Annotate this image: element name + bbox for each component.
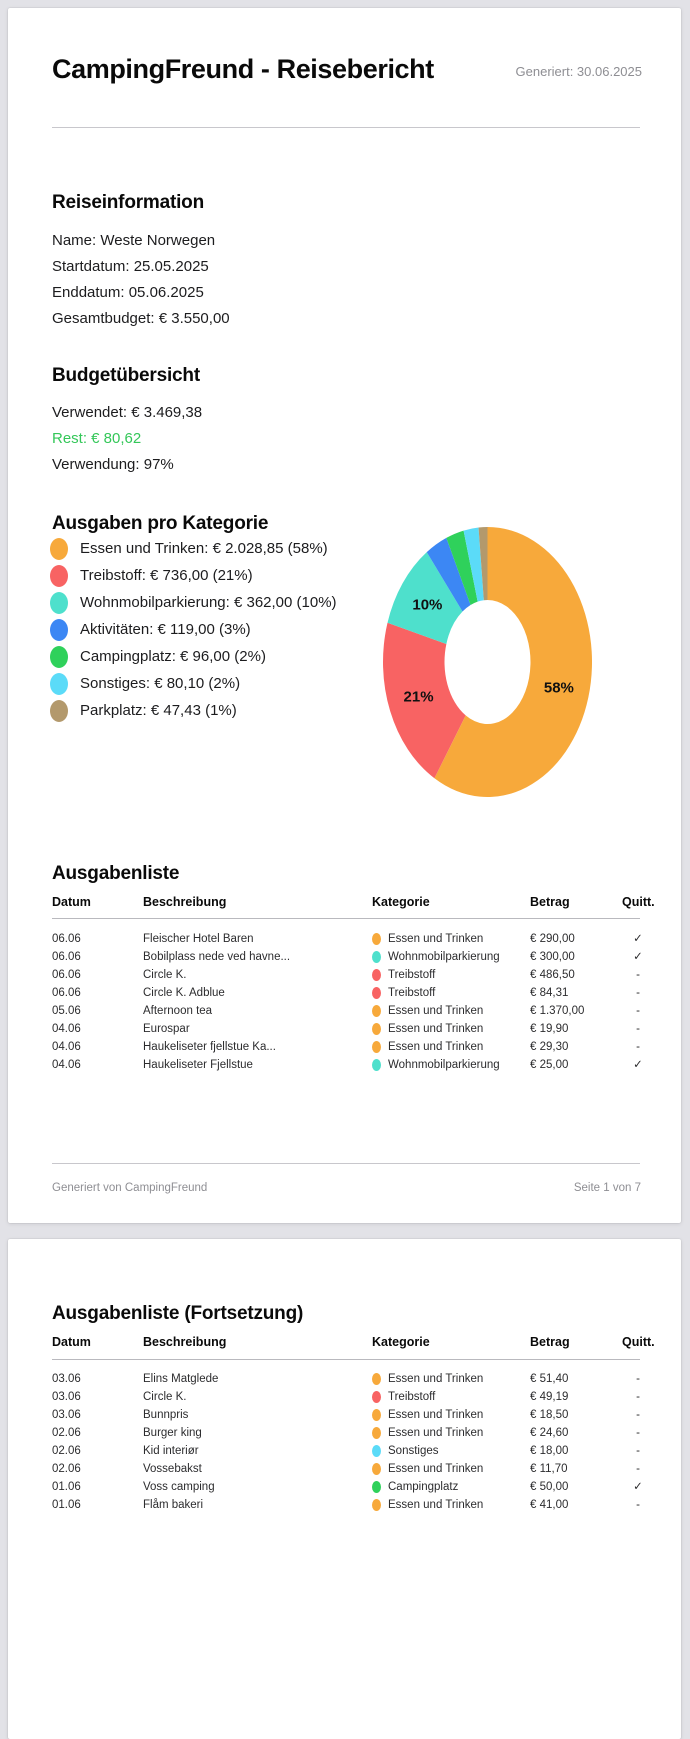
legend-label: Essen und Trinken: € 2.028,85 (58%): [80, 540, 328, 557]
table-row: [8, 1406, 681, 1424]
category-color-dot-icon: [372, 1409, 381, 1421]
categories-heading: Ausgaben pro Kategorie: [52, 513, 269, 534]
trip-end-line: Enddatum: 05.06.2025: [52, 284, 204, 301]
footer-divider: [52, 1163, 640, 1164]
report-title: CampingFreund - Reisebericht: [52, 54, 434, 84]
category-color-dot-icon: [372, 933, 381, 945]
cell-amount: € 29,30: [530, 1041, 569, 1053]
col-beschreibung: Beschreibung: [143, 895, 227, 909]
cell-description: Burger king: [143, 1427, 202, 1439]
table-header-divider: [52, 918, 640, 919]
cell-amount: € 25,00: [530, 1059, 569, 1071]
table-row: [8, 1478, 681, 1496]
donut-slice-label: 58%: [543, 679, 574, 697]
legend-item: [50, 562, 337, 589]
category-legend: [50, 535, 337, 724]
cell-date: 04.06: [52, 1023, 81, 1035]
cell-description: Kid interiør: [143, 1445, 199, 1457]
cell-category: [372, 1388, 435, 1406]
cell-category: [372, 1442, 439, 1460]
cell-category: [372, 1002, 483, 1020]
category-label: Essen und Trinken: [388, 1023, 484, 1035]
category-color-dot-icon: [372, 1463, 381, 1475]
legend-color-dot-icon: [50, 538, 68, 560]
category-color-dot-icon: [372, 1427, 381, 1439]
cell-description: Fleischer Hotel Baren: [143, 933, 254, 945]
table-row: [8, 1038, 681, 1056]
footer-page-number: Seite 1 von 7: [573, 1182, 641, 1194]
report-page-1: [8, 8, 681, 1223]
cell-receipt-mark: -: [636, 1463, 640, 1475]
cell-date: 02.06: [52, 1445, 81, 1457]
legend-label: Parkplatz: € 47,43 (1%): [80, 702, 237, 719]
category-color-dot-icon: [372, 969, 381, 981]
col-datum: Datum: [52, 1335, 91, 1349]
col-betrag: Betrag: [530, 895, 570, 909]
legend-color-dot-icon: [50, 673, 68, 695]
category-label: Essen und Trinken: [388, 1427, 484, 1439]
cell-date: 06.06: [52, 933, 81, 945]
category-label: Sonstiges: [388, 1445, 439, 1457]
category-label: Campingplatz: [388, 1481, 459, 1493]
cell-category: [372, 1020, 483, 1038]
category-color-dot-icon: [372, 1481, 381, 1493]
cell-amount: € 18,50: [530, 1409, 569, 1421]
cell-description: Eurospar: [143, 1023, 190, 1035]
cell-amount: € 51,40: [530, 1373, 569, 1385]
cell-date: 06.06: [52, 951, 81, 963]
cell-date: 06.06: [52, 969, 81, 981]
cell-date: 03.06: [52, 1409, 81, 1421]
trip-budget-line: Gesamtbudget: € 3.550,00: [52, 310, 230, 327]
cell-receipt-mark: -: [636, 1041, 640, 1053]
legend-item: [50, 670, 337, 697]
cell-date: 03.06: [52, 1391, 81, 1403]
cell-receipt-mark: -: [636, 1005, 640, 1017]
header-divider: [52, 127, 640, 128]
category-color-dot-icon: [372, 1023, 381, 1035]
cell-amount: € 84,31: [530, 987, 569, 999]
cell-receipt-mark: -: [636, 969, 640, 981]
table-row: [8, 1424, 681, 1442]
cell-category: [372, 1056, 500, 1074]
cell-date: 04.06: [52, 1059, 81, 1071]
cell-amount: € 1.370,00: [530, 1005, 585, 1017]
category-label: Essen und Trinken: [388, 1041, 484, 1053]
cell-amount: € 41,00: [530, 1499, 569, 1511]
cell-description: Circle K.: [143, 1391, 187, 1403]
category-color-dot-icon: [372, 951, 381, 963]
cell-receipt-mark: -: [636, 1445, 640, 1457]
category-label: Essen und Trinken: [388, 1409, 484, 1421]
trip-info-heading: Reiseinformation: [52, 192, 204, 213]
cell-category: [372, 1038, 483, 1056]
cell-receipt-mark: ✓: [633, 1059, 643, 1071]
cell-receipt-mark: ✓: [633, 933, 643, 945]
legend-color-dot-icon: [50, 700, 68, 722]
donut-slice-label: 21%: [403, 688, 434, 706]
category-color-dot-icon: [372, 1373, 381, 1385]
trip-info-lines: [52, 228, 230, 332]
table-row: [8, 1056, 681, 1074]
legend-color-dot-icon: [50, 646, 68, 668]
category-label: Wohnmobilparkierung: [388, 951, 500, 963]
cell-amount: € 18,00: [530, 1445, 569, 1457]
cell-description: Vossebakst: [143, 1463, 202, 1475]
cell-category: [372, 930, 483, 948]
donut-chart-labels: [383, 527, 592, 797]
expense-list-continued-heading: Ausgabenliste (Fortsetzung): [52, 1303, 304, 1324]
cell-amount: € 50,00: [530, 1481, 569, 1493]
table-row: [8, 1442, 681, 1460]
col-betrag: Betrag: [530, 1335, 570, 1349]
category-label: Essen und Trinken: [388, 933, 484, 945]
cell-date: 04.06: [52, 1041, 81, 1053]
table-row: [8, 1496, 681, 1514]
cell-amount: € 300,00: [530, 951, 575, 963]
budget-rest-line: Rest: € 80,62: [52, 430, 142, 447]
cell-date: 01.06: [52, 1499, 81, 1511]
table-row: [8, 1002, 681, 1020]
legend-color-dot-icon: [50, 592, 68, 614]
col-quitt: Quitt.: [622, 1335, 655, 1349]
footer-left: Generiert von CampingFreund: [52, 1182, 208, 1194]
cell-date: 01.06: [52, 1481, 81, 1493]
category-color-dot-icon: [372, 1005, 381, 1017]
legend-label: Aktivitäten: € 119,00 (3%): [80, 621, 251, 638]
cell-category: [372, 1460, 483, 1478]
cell-description: Elins Matglede: [143, 1373, 219, 1385]
legend-color-dot-icon: [50, 619, 68, 641]
cell-amount: € 49,19: [530, 1391, 569, 1403]
cell-category: [372, 1478, 458, 1496]
category-label: Essen und Trinken: [388, 1005, 484, 1017]
table-row: [8, 930, 681, 948]
cell-category: [372, 1496, 483, 1514]
category-color-dot-icon: [372, 1041, 381, 1053]
cell-receipt-mark: -: [636, 1391, 640, 1403]
cell-receipt-mark: -: [636, 987, 640, 999]
cell-category: [372, 1406, 483, 1424]
cell-date: 02.06: [52, 1427, 81, 1439]
cell-date: 03.06: [52, 1373, 81, 1385]
cell-description: Haukeliseter fjellstue Ka...: [143, 1041, 276, 1053]
cell-receipt-mark: ✓: [633, 1481, 643, 1493]
table-header-row: [8, 1333, 681, 1351]
table-row: [8, 966, 681, 984]
table-header-divider: [52, 1359, 640, 1360]
cell-receipt-mark: -: [636, 1023, 640, 1035]
table-row: [8, 1020, 681, 1038]
cell-date: 02.06: [52, 1463, 81, 1475]
legend-item: [50, 589, 337, 616]
generated-date-label: Generiert: 30.06.2025: [515, 64, 642, 79]
cell-receipt-mark: -: [636, 1373, 640, 1385]
report-page-2: [8, 1239, 681, 1739]
category-color-dot-icon: [372, 1499, 381, 1511]
cell-receipt-mark: ✓: [633, 951, 643, 963]
category-color-dot-icon: [372, 987, 381, 999]
category-color-dot-icon: [372, 1059, 381, 1071]
budget-overview-heading: Budgetübersicht: [52, 365, 200, 386]
category-color-dot-icon: [372, 1445, 381, 1457]
col-quitt: Quitt.: [622, 895, 655, 909]
legend-item: [50, 643, 337, 670]
category-label: Treibstoff: [388, 987, 436, 999]
table-row: [8, 984, 681, 1002]
cell-description: Afternoon tea: [143, 1005, 213, 1017]
category-label: Essen und Trinken: [388, 1499, 484, 1511]
table-row: [8, 948, 681, 966]
col-kategorie: Kategorie: [372, 1335, 430, 1349]
cell-description: Circle K.: [143, 969, 187, 981]
legend-label: Treibstoff: € 736,00 (21%): [80, 567, 253, 584]
cell-amount: € 290,00: [530, 933, 575, 945]
cell-description: Haukeliseter Fjellstue: [143, 1059, 253, 1071]
budget-used-line: Verwendet: € 3.469,38: [52, 404, 203, 421]
cell-category: [372, 984, 435, 1002]
cell-description: Bunnpris: [143, 1409, 189, 1421]
table-row: [8, 1388, 681, 1406]
category-label: Essen und Trinken: [388, 1463, 484, 1475]
cell-receipt-mark: -: [636, 1499, 640, 1511]
table-row: [8, 1370, 681, 1388]
legend-item: [50, 535, 337, 562]
cell-description: Flåm bakeri: [143, 1499, 204, 1511]
trip-name-line: Name: Weste Norwegen: [52, 232, 216, 249]
col-beschreibung: Beschreibung: [143, 1335, 227, 1349]
col-kategorie: Kategorie: [372, 895, 430, 909]
category-label: Treibstoff: [388, 969, 436, 981]
cell-category: [372, 1370, 483, 1388]
cell-receipt-mark: -: [636, 1427, 640, 1439]
category-color-dot-icon: [372, 1391, 381, 1403]
donut-slice-label: 10%: [412, 596, 443, 614]
cell-amount: € 24,60: [530, 1427, 569, 1439]
budget-usage-line: Verwendung: 97%: [52, 456, 174, 473]
category-label: Essen und Trinken: [388, 1373, 484, 1385]
cell-amount: € 19,90: [530, 1023, 569, 1035]
expense-list-heading: Ausgabenliste: [52, 863, 180, 884]
cell-description: Circle K. Adblue: [143, 987, 225, 999]
legend-label: Sonstiges: € 80,10 (2%): [80, 675, 241, 692]
legend-color-dot-icon: [50, 565, 68, 587]
category-label: Treibstoff: [388, 1391, 436, 1403]
category-label: Wohnmobilparkierung: [388, 1059, 500, 1071]
trip-start-line: Startdatum: 25.05.2025: [52, 258, 209, 275]
table-header-row: [8, 893, 681, 911]
cell-date: 06.06: [52, 987, 81, 999]
cell-category: [372, 948, 500, 966]
legend-label: Campingplatz: € 96,00 (2%): [80, 648, 266, 665]
budget-lines: [52, 400, 202, 478]
cell-description: Bobilplass nede ved havne...: [143, 951, 291, 963]
legend-item: [50, 616, 337, 643]
cell-amount: € 11,70: [530, 1463, 568, 1475]
col-datum: Datum: [52, 895, 91, 909]
cell-category: [372, 1424, 483, 1442]
cell-category: [372, 966, 435, 984]
cell-description: Voss camping: [143, 1481, 215, 1493]
legend-item: [50, 697, 337, 724]
table-row: [8, 1460, 681, 1478]
legend-label: Wohnmobilparkierung: € 362,00 (10%): [80, 594, 337, 611]
cell-amount: € 486,50: [530, 969, 575, 981]
cell-receipt-mark: -: [636, 1409, 640, 1421]
cell-date: 05.06: [52, 1005, 81, 1017]
